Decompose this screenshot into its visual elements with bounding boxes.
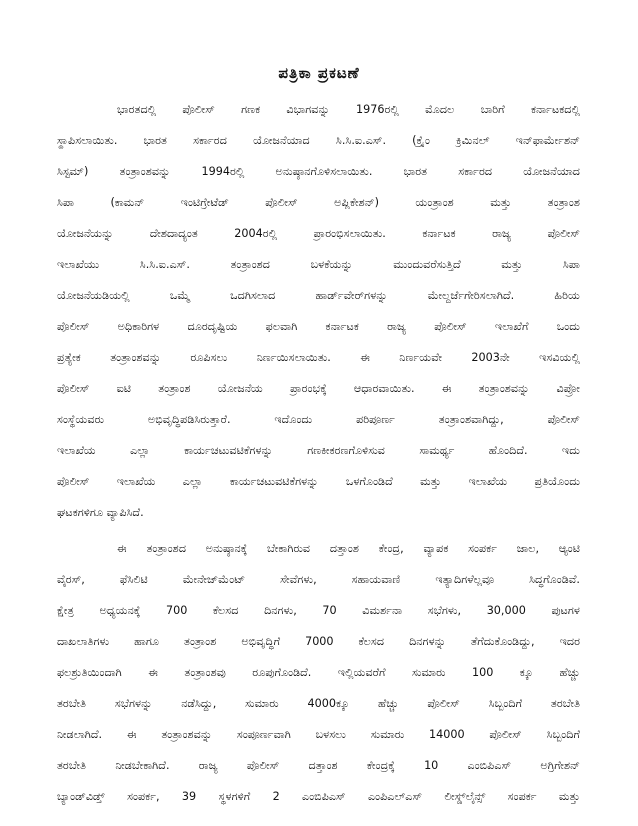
paragraph-2-line-3: ಕ್ಷೇತ್ರ ಅಧ್ಯಯನಕ್ಕೆ 700 ಕೆಲಸದ ದಿನಗಳು, 70 ವಿಮರ್ಶನಾ ಸಭೆಗಳು, 30,000 ಪುಟಗಳ [57, 604, 580, 617]
paragraph-1-line-4: ಸಿಪಾ (ಕಾಮನ್ ಇಂಟಿಗ್ರೇಟೆಡ್ ಪೊಲೀಸ್ ಅಪ್ಲಿಕೇಶನ್) ಯಂತ್ರಾಂಶ ಮತ್ತು ತಂತ್ರಾಂಶ [57, 196, 580, 209]
paragraph-1-line-7: ಯೋಜನೆಯಡಿಯಲ್ಲಿ ಒಮ್ಮೆ ಒದಗಿಸಲಾದ ಹಾರ್ಡ್‌ವೇರ್‌ಗಳನ್ನು ಮೇಲ್ದರ್ಜೆಗೇರಿಸಲಾಗಿದೆ. ಹಿರಿಯ [57, 289, 580, 302]
paragraph-2-line-4: ದಾಖಲಾತಿಗಳು ಹಾಗೂ ತಂತ್ರಾಂಶ ಅಭಿವೃದ್ಧಿಗೆ 7000 ಕೆಲಸದ ದಿನಗಳನ್ನು ತೆಗೆದುಕೊಂಡಿದ್ದು, ಇದರ [57, 635, 580, 648]
paragraph-1-line-6: ಇಲಾಖೆಯು ಸಿ.ಸಿ.ಐ.ಎಸ್. ತಂತ್ರಾಂಶದ ಬಳಕೆಯನ್ನು ಮುಂದುವರೆಸುತ್ತಿದೆ ಮತ್ತು ಸಿಪಾ [57, 258, 580, 271]
paragraph-1-line-3: ಸಿಸ್ಟಮ್) ತಂತ್ರಾಂಶವನ್ನು 1994ರಲ್ಲಿ ಅನುಷ್ಠಾನಗೊಳಿಸಲಾಯಿತು. ಭಾರತ ಸರ್ಕಾರದ ಯೋಜನೆಯಾದ [57, 165, 580, 178]
paragraph-1-line-2: ಸ್ಥಾಪಿಸಲಾಯಿತು. ಭಾರತ ಸರ್ಕಾರದ ಯೋಜನೆಯಾದ ಸಿ.ಸಿ.ಐ.ಎಸ್. (ಕ್ರೈಂ ಕ್ರಿಮಿನಲ್ ಇನ್‌ಫಾರ್ಮೇಶನ್ [57, 134, 580, 147]
paragraph-1-line-13: ಪೊಲೀಸ್ ಇಲಾಖೆಯ ಎಲ್ಲಾ ಕಾರ್ಯಚಟುವಟಿಕೆಗಳನ್ನು ಒಳಗೊಂಡಿದೆ ಮತ್ತು ಇಲಾಖೆಯ ಪ್ರತಿಯೊಂದು [57, 475, 580, 488]
paragraph-2-line-2: ವೈರಸ್, ಫೆಸಿಲಿಟಿ ಮೇನೇಜ್‌ಮೆಂಟ್ ಸೇವೆಗಳು, ಸಹಾಯವಾಣಿ ಇತ್ಯಾದಿಗಳೆಲ್ಲವೂ ಸಿದ್ಧಗೊಂಡಿವೆ. [57, 573, 580, 586]
paragraph-1-line-9: ಪ್ರತ್ಯೇಕ ತಂತ್ರಾಂಶವನ್ನು ರೂಪಿಸಲು ನಿರ್ಣಯಿಸಲಾಯಿತು. ಈ ನಿರ್ಣಯವೇ 2003ನೇ ಇಸವಿಯಲ್ಲಿ [57, 351, 580, 364]
paragraph-2-line-7: ನೀಡಲಾಗಿದೆ. ಈ ತಂತ್ರಾಂಶವನ್ನು ಸಂಪೂರ್ಣವಾಗಿ ಬಳಸಲು ಸುಮಾರು 14000 ಪೊಲೀಸ್ ಸಿಬ್ಬಂದಿಗೆ [57, 728, 580, 741]
paragraph-2-line-1: ಈ ತಂತ್ರಾಂಶದ ಅನುಷ್ಠಾನಕ್ಕೆ ಬೇಕಾಗಿರುವ ದತ್ತಾಂಶ ಕೇಂದ್ರ, ವ್ಯಾಪಕ ಸಂಪರ್ಕ ಜಾಲ, ಆ್ಯಂಟಿ [117, 542, 580, 555]
paragraph-1-line-8: ಪೊಲೀಸ್ ಅಧಿಕಾರಿಗಳ ದೂರದೃಷ್ಟಿಯ ಫಲವಾಗಿ ಕರ್ನಾಟಕ ರಾಜ್ಯ ಪೊಲೀಸ್ ಇಲಾಖೆಗೆ ಒಂದು [57, 320, 580, 333]
paragraph-1-line-5: ಯೋಜನೆಯನ್ನು ದೇಶದಾದ್ಯಂತ 2004ರಲ್ಲಿ ಪ್ರಾರಂಭಿಸಲಾಯಿತು. ಕರ್ನಾಟಕ ರಾಜ್ಯ ಪೊಲೀಸ್ [57, 227, 580, 240]
paragraph-1-line-12: ಇಲಾಖೆಯ ಎಲ್ಲಾ ಕಾರ್ಯಚಟುವಟಿಕೆಗಳನ್ನು ಗಣಕೀಕರಣಗೊಳಿಸುವ ಸಾಮರ್ಥ್ಯ ಹೊಂದಿದೆ. ಇದು [57, 444, 580, 457]
paragraph-2-line-5: ಫಲಶ್ರುತಿಯಿಂದಾಗಿ ಈ ತಂತ್ರಾಂಶವು ರೂಪುಗೊಂಡಿದೆ. ಇಲ್ಲಿಯವರೆಗೆ ಸುಮಾರು 100 ಕ್ಕೂ ಹೆಚ್ಚು [57, 666, 580, 679]
paragraph-2-line-6: ತರಬೇತಿ ಸಭೆಗಳನ್ನು ನಡೆಸಿದ್ದು, ಸುಮಾರು 4000ಕ್ಕೂ ಹೆಚ್ಚು ಪೊಲೀಸ್ ಸಿಬ್ಬಂದಿಗೆ ತರಬೇತಿ [57, 697, 580, 710]
paragraph-2-line-8: ತರಬೇತಿ ನೀಡಬೇಕಾಗಿದೆ. ರಾಜ್ಯ ಪೊಲೀಸ್ ದತ್ತಾಂಶ ಕೇಂದ್ರಕ್ಕೆ 10 ಎಂಬಿಪಿಎಸ್ ಅಗ್ರಿಗೇಶನ್ [57, 759, 580, 772]
paragraph-1-line-11: ಸಂಸ್ಥೆಯವರು ಅಭಿವೃದ್ಧಿಪಡಿಸಿರುತ್ತಾರೆ. ಇದೊಂದು ಪರಿಪೂರ್ಣ ತಂತ್ರಾಂಶವಾಗಿದ್ದು, ಪೊಲೀಸ್ [57, 413, 580, 426]
document-title: ಪತ್ರಿಕಾ ಪ್ರಕಟಣೆ [278, 64, 360, 82]
paragraph-1-line-1: ಭಾರತದಲ್ಲಿ ಪೊಲೀಸ್ ಗಣಕ ವಿಭಾಗವನ್ನು 1976ರಲ್ಲಿ ಮೊದಲ ಬಾರಿಗೆ ಕರ್ನಾಟಕದಲ್ಲಿ [117, 103, 580, 116]
paragraph-1-line-14: ಘಟಕಗಳಿಗೂ ವ್ಯಾಪಿಸಿದೆ. [57, 506, 144, 519]
paragraph-1-line-10: ಪೊಲೀಸ್ ಐಟಿ ತಂತ್ರಾಂಶ ಯೋಜನೆಯ ಪ್ರಾರಂಭಕ್ಕೆ ಆಧಾರವಾಯಿತು. ಈ ತಂತ್ರಾಂಶವನ್ನು ವಿಪ್ರೋ [57, 382, 580, 395]
paragraph-2-line-9: ಬ್ಯಾಂಡ್‌ವಿಡ್ತ್ ಸಂಪರ್ಕ, 39 ಸ್ಥಳಗಳಿಗೆ 2 ಎಂಬಿಪಿಎಸ್ ಎಂಪಿಎಲ್‌ಎಸ್ ಲೀಸ್ಡ್‌ಲೈನ್ಸ್ ಸಂಪರ್ಕ ಮತ್ತು [57, 790, 580, 803]
